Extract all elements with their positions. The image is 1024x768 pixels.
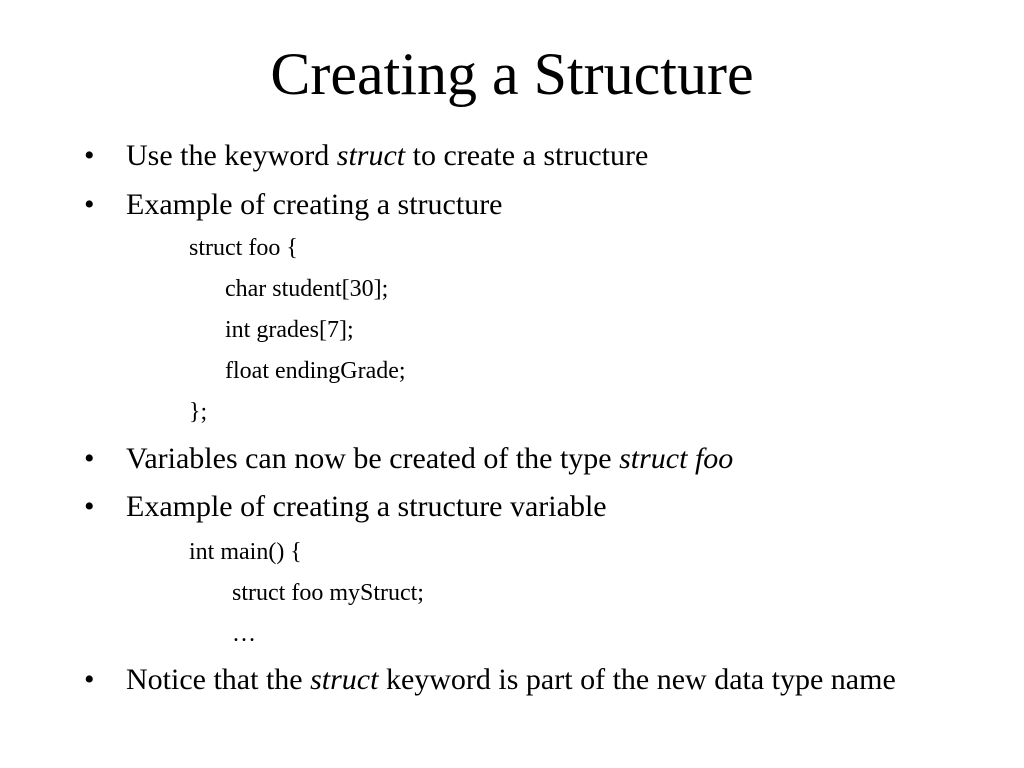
bullet-text bbox=[126, 136, 944, 176]
code-line: }; bbox=[189, 399, 208, 425]
bullet-item bbox=[84, 136, 944, 176]
bullet-item bbox=[84, 660, 944, 700]
bullet-marker: • bbox=[84, 663, 95, 696]
bullet-marker: • bbox=[84, 188, 95, 221]
bullet-marker: • bbox=[84, 442, 95, 475]
code-line: struct foo { bbox=[189, 235, 298, 261]
bullet-text: Example of creating a structure bbox=[126, 188, 503, 221]
bullet-marker: • bbox=[84, 139, 95, 172]
bullet-text-part: Variables can now be created of the type bbox=[126, 442, 620, 475]
bullet-text-emphasis: struct bbox=[310, 663, 379, 696]
code-line: … bbox=[232, 621, 256, 647]
bullet-item bbox=[84, 185, 944, 225]
bullet-text-part: keyword is part of the new data type name bbox=[378, 663, 896, 696]
code-line: int main() { bbox=[189, 539, 302, 565]
bullet-text-part: Notice that the bbox=[126, 663, 311, 696]
bullet-text-part: Use the keyword bbox=[126, 139, 337, 172]
bullet-text-part: to create a structure bbox=[405, 139, 649, 172]
bullet-text bbox=[126, 439, 944, 479]
bullet-text: Example of creating a structure variable bbox=[126, 490, 607, 523]
bullet-text-emphasis: struct bbox=[336, 139, 406, 172]
bullet-item bbox=[84, 439, 944, 479]
code-line: int grades[7]; bbox=[225, 317, 354, 343]
code-line: struct foo myStruct; bbox=[232, 580, 424, 606]
bullet-text bbox=[126, 660, 944, 700]
slide-title: Creating a Structure bbox=[270, 41, 754, 107]
bullet-marker: • bbox=[84, 490, 95, 523]
bullet-item bbox=[84, 487, 944, 527]
bullet-text-emphasis: struct foo bbox=[619, 442, 734, 475]
code-line: char student[30]; bbox=[225, 276, 389, 302]
code-line: float endingGrade; bbox=[225, 358, 406, 384]
